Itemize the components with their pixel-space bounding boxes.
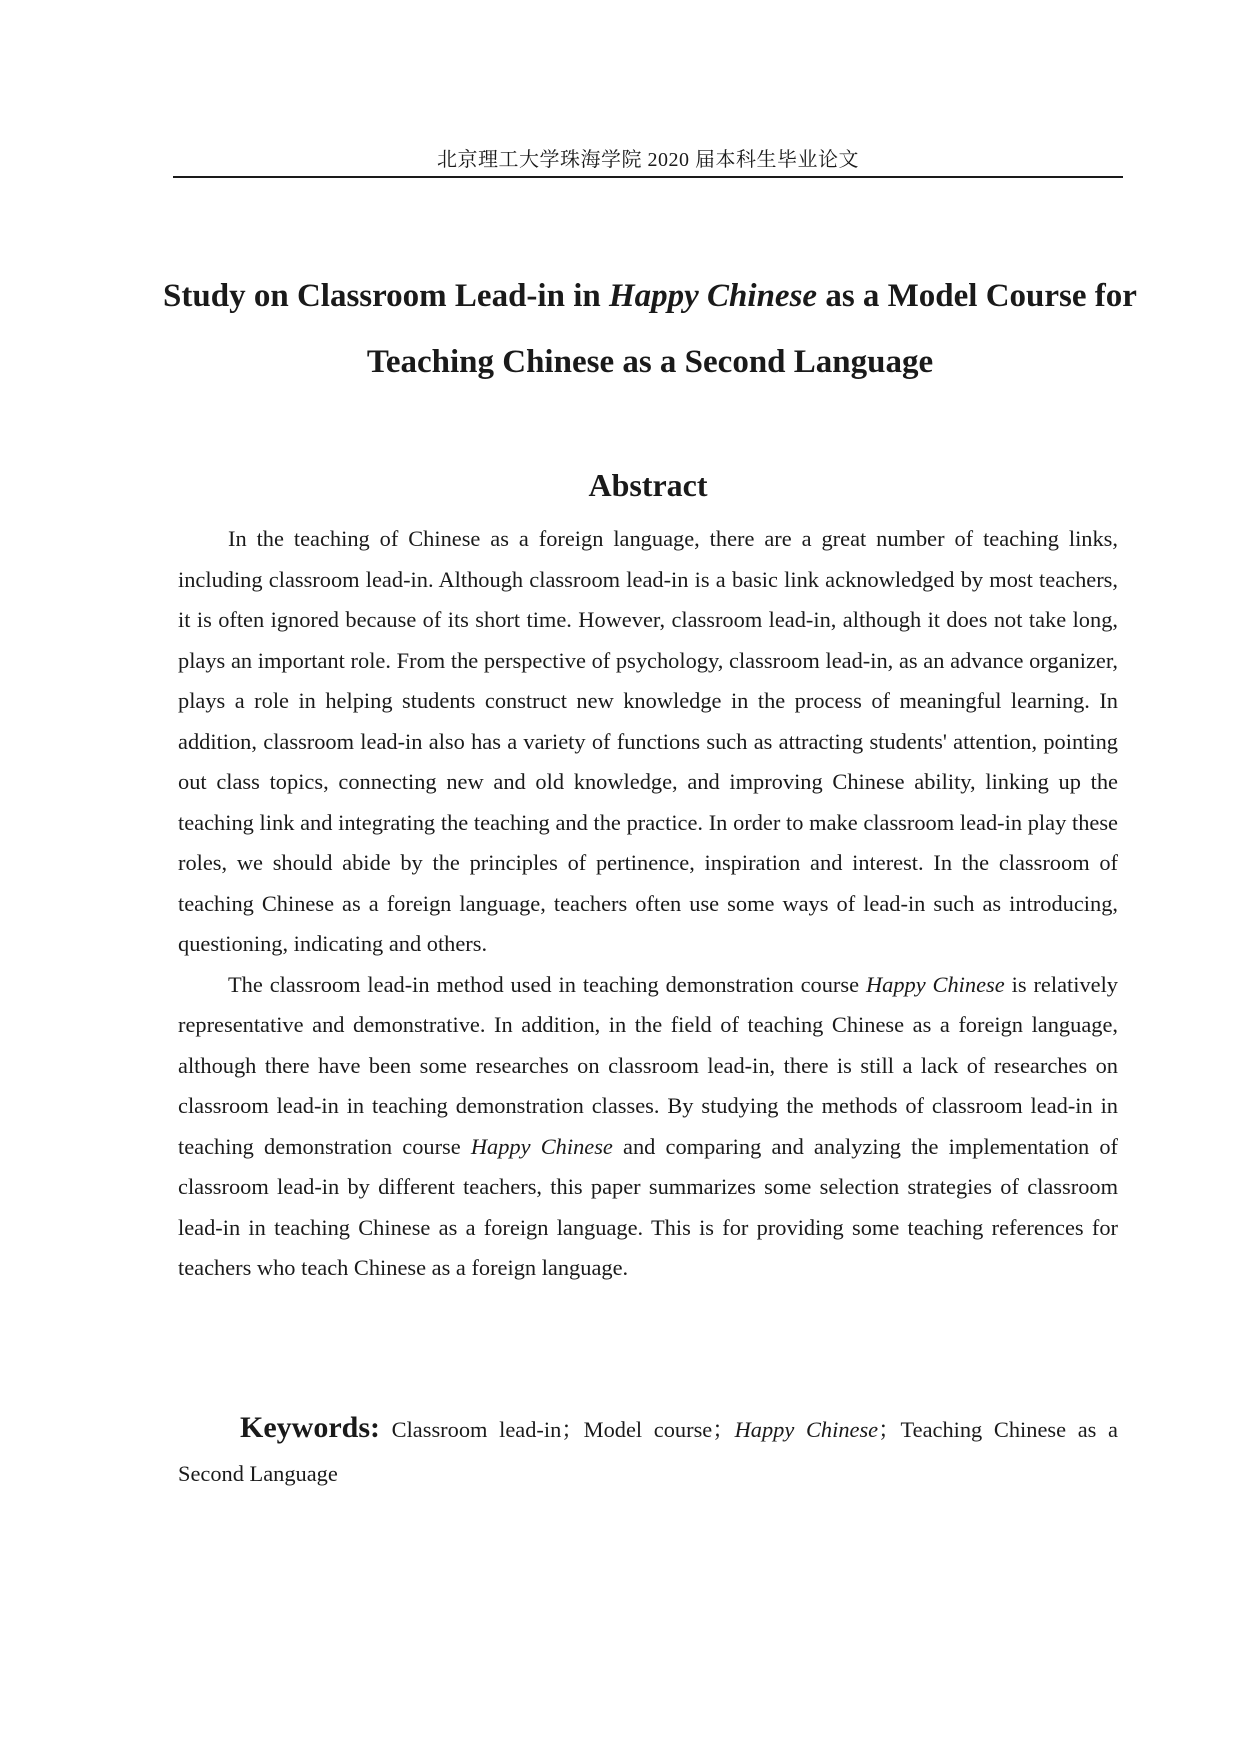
abstract-paragraph-1: In the teaching of Chinese as a foreign language, there are a great number of teaching links, including classroom lead-in. Although classroom lead-in is a basic link acknowledged by most teachers, it is often ignored because of its short time. However, classroom lead-in, although it does not take long, plays an important role. From the perspective of psychology, classroom lead-in, as an advance organizer, plays a role in helping students construct new knowledge in the process of meaningful learning. In addition, classroom lead-in also has a variety of functions such as attracting students' attention, pointing out class topics, connecting new and old knowledge, and improving Chinese ability, linking up the teaching link and integrating the teaching and the practice. In order to make classroom lead-in play these roles, we should abide by the principles of pertinence, inspiration and interest. In the classroom of teaching Chinese as a foreign language, teachers often use some ways of lead-in such as introducing, questioning, indicating and others.	[178, 526, 1118, 956]
keyword-item	[735, 1417, 879, 1442]
keyword-item: Teaching Chinese as a Second Language	[178, 1417, 1118, 1486]
keyword-item: Model course	[583, 1417, 713, 1442]
p2-text-a: The classroom lead-in method used in teaching demonstration course	[228, 971, 866, 997]
abstract-paragraph-2	[178, 965, 1118, 1289]
paper-title	[140, 263, 1160, 395]
abstract-heading: Abstract	[588, 467, 708, 503]
p2-text-b: is relatively representative and demonstrative. In addition, in the field of teaching Chinese as a foreign language, although there have been some researches on classroom lead-in, there is still a lack of researches on classroom lead-in in teaching demonstration classes. By studying the methods of classroom lead-in in teaching demonstration course	[178, 971, 1118, 1159]
p2-italic-2: Happy Chinese	[470, 1133, 613, 1159]
keywords-line	[178, 1406, 1118, 1496]
abstract-body	[178, 519, 1118, 1289]
p2-text-c: and comparing and analyzing the implementation of classroom lead-in by different teachers, this paper summarizes some selection strategies of classroom lead-in in teaching Chinese as a foreign language. This is for providing some teaching references for teachers who teach Chinese as a foreign language.	[178, 1133, 1118, 1280]
keyword-italic: Happy Chinese	[734, 1417, 879, 1442]
title-part-1: Study on Classroom Lead-in in	[163, 278, 609, 314]
keyword-separator: ；	[878, 1417, 901, 1442]
keyword-item: Classroom lead-in	[391, 1417, 562, 1442]
p2-italic-1: Happy Chinese	[865, 971, 1005, 997]
keywords-label: Keywords:	[240, 1411, 380, 1444]
header-divider	[173, 176, 1123, 178]
title-part-2: as a Model Course for Teaching Chinese as a Second Language	[366, 278, 1137, 380]
keyword-separator: ；	[712, 1417, 735, 1442]
running-header: 北京理工大学珠海学院 2020 届本科生毕业论文	[437, 149, 859, 171]
keyword-separator: ；	[561, 1417, 584, 1442]
title-italic: Happy Chinese	[608, 278, 818, 314]
